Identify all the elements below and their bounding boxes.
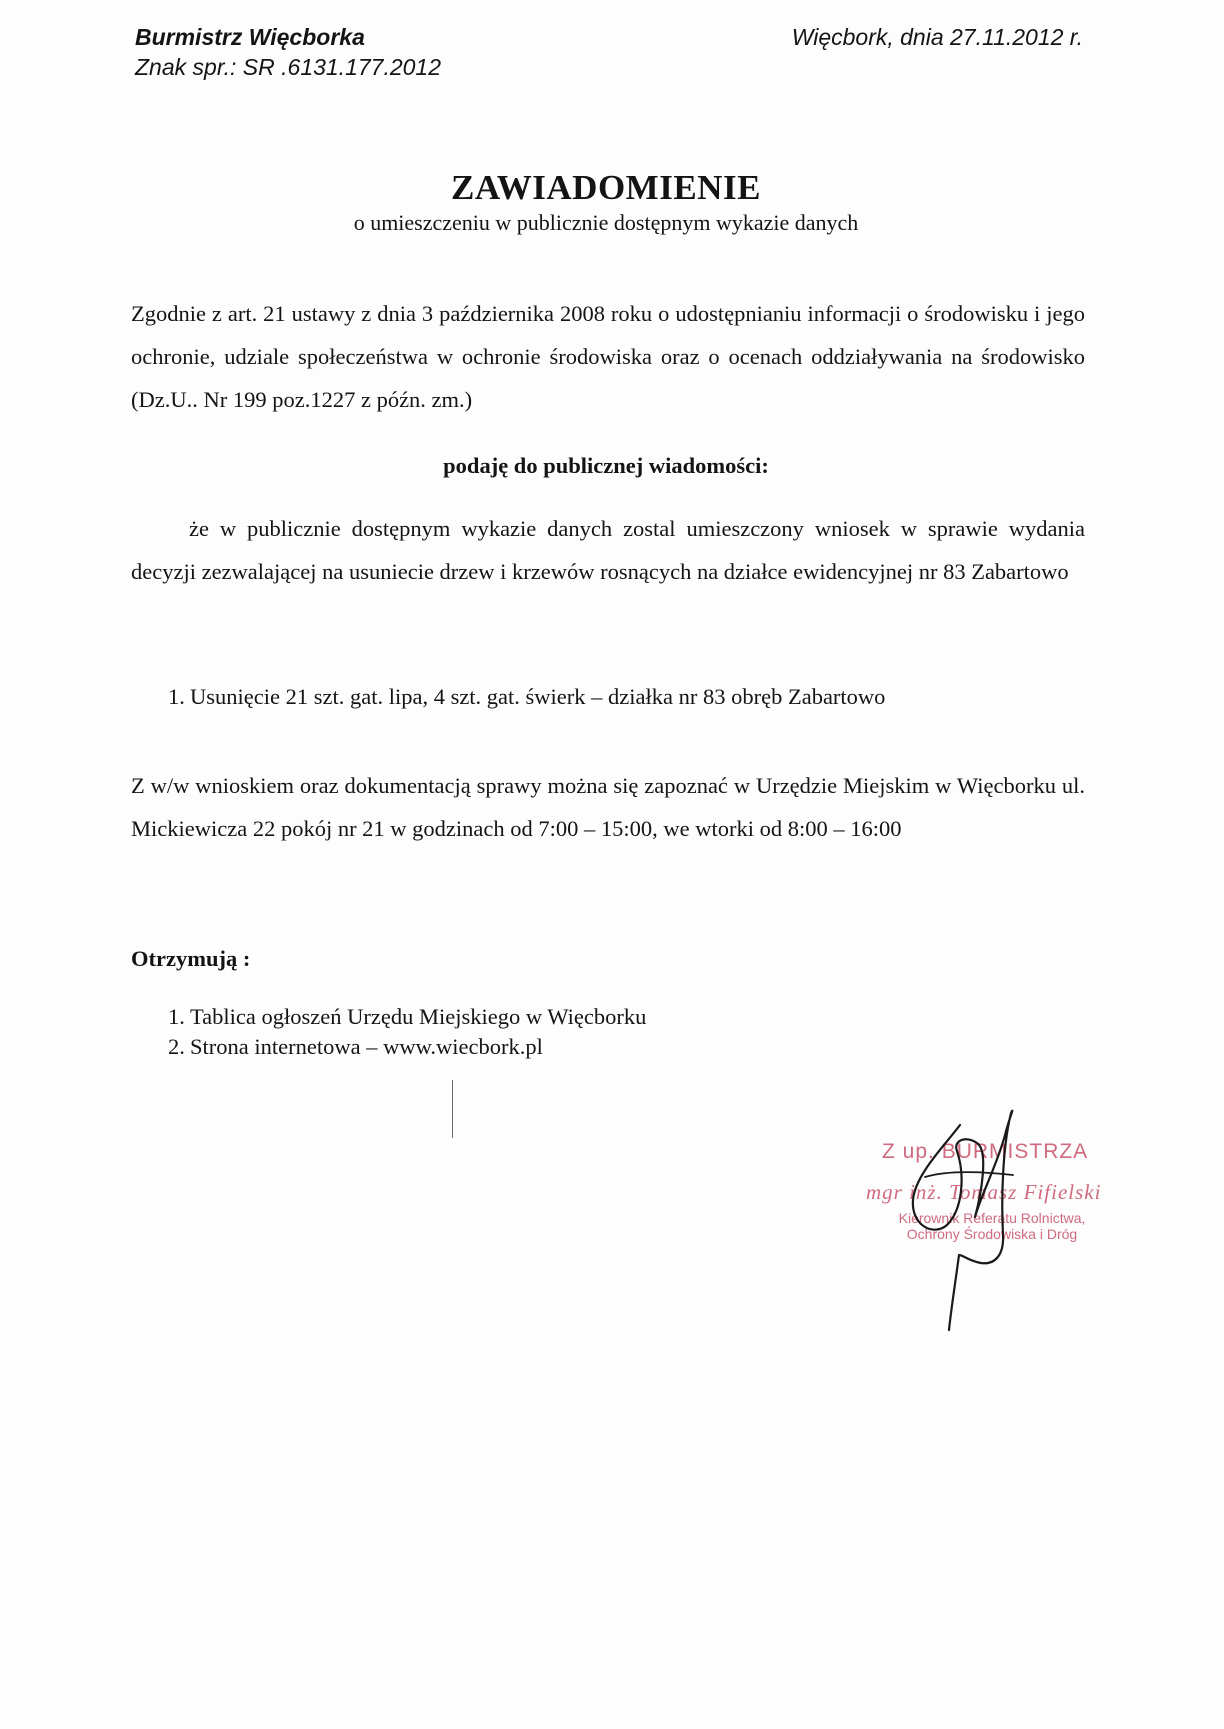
document-subtitle: o umieszczeniu w publicznie dostępnym wykazie danych [353,210,859,235]
items-list [168,684,885,710]
document-title: ZAWIADOMIENIE [451,168,761,207]
list-item-text: Strona internetowa – www.wiecbork.pl [190,1034,543,1059]
stamp-name: mgr inż. Tomasz Fifielski [866,1180,1102,1204]
stamp-position-line: Kierownik Referatu Rolnictwa, [898,1210,1086,1226]
notice-paragraph: że w publicznie dostępnym wykazie danych zostal umieszczony wniosek w sprawie wydania decyzji zezwalającej na usuniecie drzew i krzewów rosnących na działce ewidencyjnej nr 83 Zabartowo [131,516,1085,584]
list-item-number: 1. [168,1004,185,1029]
list-item-number: 1. [168,684,185,709]
recipients-heading: Otrzymują : [131,946,251,971]
legal-basis-paragraph: Zgodnie z art. 21 ustawy z dnia 3 października 2008 roku o udostępnianiu informacji o środowisku i jego ochronie, udziale społeczeństwa w ochronie środowiska oraz o ocenach oddziaływania na środowisko (Dz.U.. Nr 199 poz.1227 z późn. zm.) [131,301,1085,412]
list-item [168,1032,646,1062]
info-paragraph: Z w/w wnioskiem oraz dokumentacją sprawy można się zapoznać w Urzędzie Miejskim w Więcborku ul. Mickiewicza 22 pokój nr 21 w godzinach od 7:00 – 15:00, we wtorki od 8:00 – 16:00 [131,773,1085,841]
announcement-heading: podaję do publicznej wiadomości: [443,453,769,478]
stamp-position-line: Ochrony Środowiska i Dróg [906,1226,1078,1242]
signature-icon [885,1105,1055,1335]
reference-number: Znak spr.: SR .6131.177.2012 [135,54,442,80]
list-item-text: Tablica ogłoszeń Urzędu Miejskiego w Więcborku [190,1004,647,1029]
list-item-number: 2. [168,1034,185,1059]
letterhead [135,22,441,82]
scan-mark [452,1080,453,1138]
list-item [168,684,885,710]
place-date: Więcbork, dnia 27.11.2012 r. [791,24,1083,50]
list-item [168,1002,646,1032]
stamp-authority: Z up. BURMISTRZA [882,1140,1089,1163]
sender-name: Burmistrz Więcborka [135,24,365,50]
recipients-list [168,1002,646,1062]
list-item-text: Usunięcie 21 szt. gat. lipa, 4 szt. gat. świerk – działka nr 83 obręb Zabartowo [190,684,886,709]
